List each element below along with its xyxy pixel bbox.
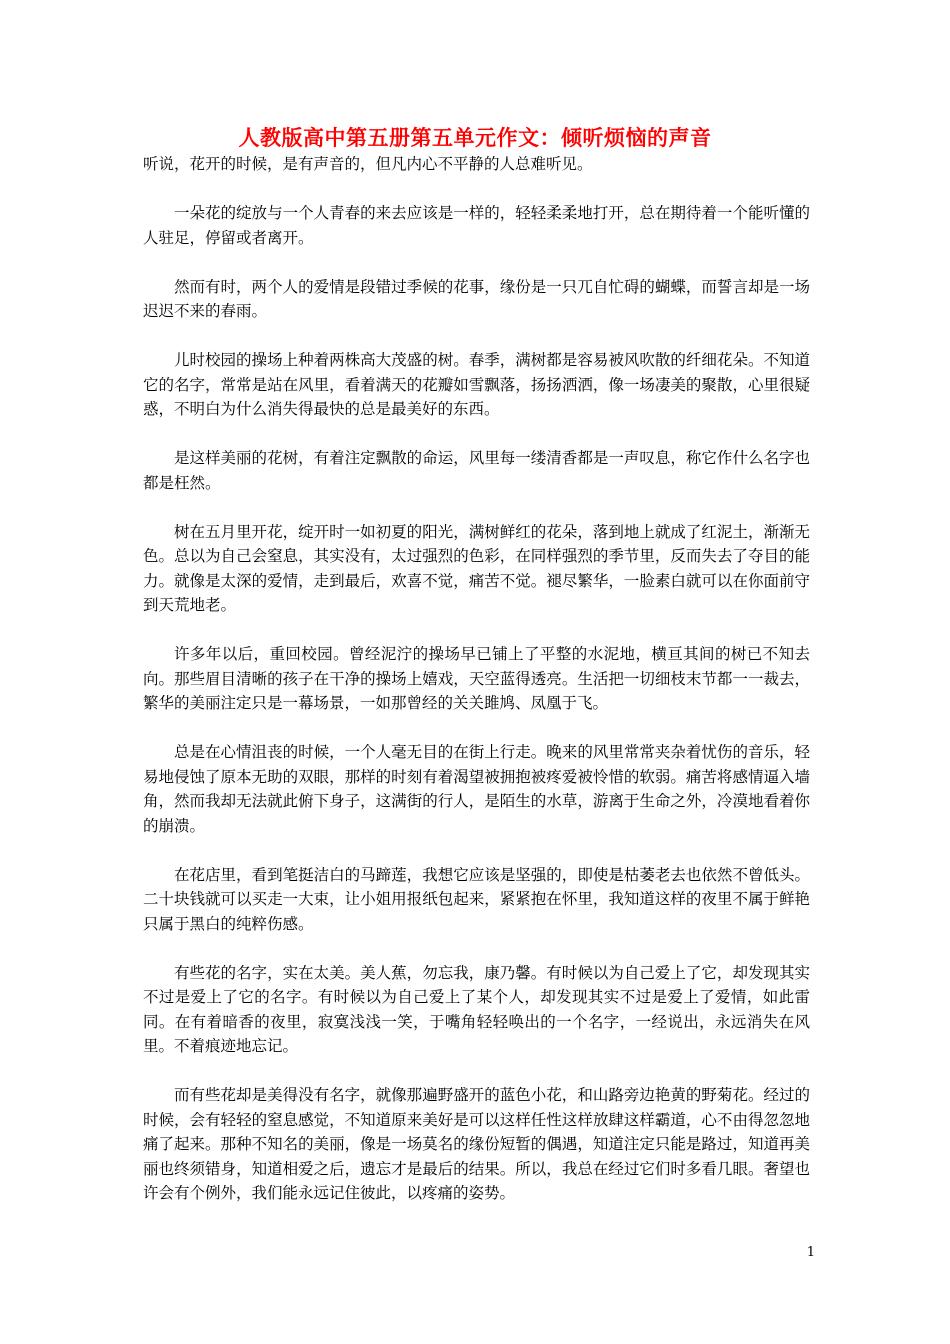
paragraph: 有些花的名字，实在太美。美人蕉，勿忘我，康乃馨。有时候以为自己爱上了它，却发现其实不过是爱上了它的名字。有时候以为自己爱上了某个人，却发现其实不过是爱上了爱情，如此雷同。在有着暗香的夜里，寂寞浅浅一笑，于嘴角轻轻唤出的一个名字，一经说出，永远消失在风里。不着痕迹地忘记。	[143, 963, 810, 1055]
document-body	[143, 152, 810, 1230]
paragraph: 而有些花却是美得没有名字，就像那遍野盛开的蓝色小花，和山路旁边艳黄的野菊花。经过的时候，会有轻轻的窒息感觉，不知道原来美好是可以这样任性这样放肆这样霸道，心不由得忽忽地痛了起来。那种不知名的美丽，像是一场莫名的缘份短暂的偶遇，知道注定只能是路过，知道再美丽也终须错身，知道相爱之后，遗忘才是最后的结果。所以，我总在经过它们时多看几眼。奢望也许会有个例外，我们能永远记住彼此，以疼痛的姿势。	[143, 1086, 810, 1202]
paragraph: 听说，花开的时候，是有声音的，但凡内心不平静的人总难听见。	[143, 155, 593, 173]
document-title: 人教版高中第五册第五单元作文：倾听烦恼的声音	[238, 125, 712, 150]
paragraph: 在花店里，看到笔挺洁白的马蹄莲，我想它应该是坚强的，即使是枯萎老去也依然不曾低头。二十块钱就可以买走一大束，让小姐用报纸包起来，紧紧抱在怀里，我知道这样的夜里不属于鲜艳只属于黑白的纯粹伤感。	[143, 865, 810, 933]
paragraph: 是这样美丽的花树，有着注定飘散的命运，风里每一缕清香都是一声叹息，称它作什么名字也都是枉然。	[143, 449, 810, 492]
paragraph: 一朵花的绽放与一个人青春的来去应该是一样的，轻轻柔柔地打开，总在期待着一个能听懂的人驻足，停留或者离开。	[143, 204, 810, 247]
paragraph: 然而有时，两个人的爱情是段错过季候的花事，缘份是一只兀自忙碍的蝴蝶，而誓言却是一场迟迟不来的春雨。	[143, 277, 810, 320]
paragraph: 总是在心情沮丧的时候，一个人毫无目的在街上行走。晚来的风里常常夹杂着忧伤的音乐，轻易地侵蚀了原本无助的双眼，那样的时刻有着渴望被拥抱被疼爱被怜惜的软弱。痛苦将感情逼入墙角，然而我却无法就此俯下身子，这满街的行人，是陌生的水草，游离于生命之外，冷漠地看着你的崩溃。	[143, 743, 810, 835]
paragraph: 许多年以后，重回校园。曾经泥泞的操场早已铺上了平整的水泥地，横亘其间的树已不知去向。那些眉目清晰的孩子在干净的操场上嬉戏，天空蓝得透亮。生活把一切细枝末节都一一裁去，繁华的美丽注定只是一幕场景，一如那曾经的关关雎鸠、凤凰于飞。	[143, 645, 810, 712]
paragraph: 儿时校园的操场上种着两株高大茂盛的树。春季，满树都是容易被风吹散的纤细花朵。不知道它的名字，常常是站在风里，看着满天的花瓣如雪飘落，扬扬洒洒，像一场凄美的聚散，心里很疑惑，不明白为什么消失得最快的总是最美好的东西。	[143, 351, 810, 418]
paragraph: 树在五月里开花，绽开时一如初夏的阳光，满树鲜红的花朵，落到地上就成了红泥土，渐渐无色。总以为自己会窒息，其实没有，太过强烈的色彩，在同样强烈的季节里，反而失去了夺目的能力。就像是太深的爱情，走到最后，欢喜不觉，痛苦不觉。褪尽繁华，一脸素白就可以在你面前守到天荒地老。	[143, 522, 810, 614]
page-number: 1	[806, 1245, 815, 1260]
